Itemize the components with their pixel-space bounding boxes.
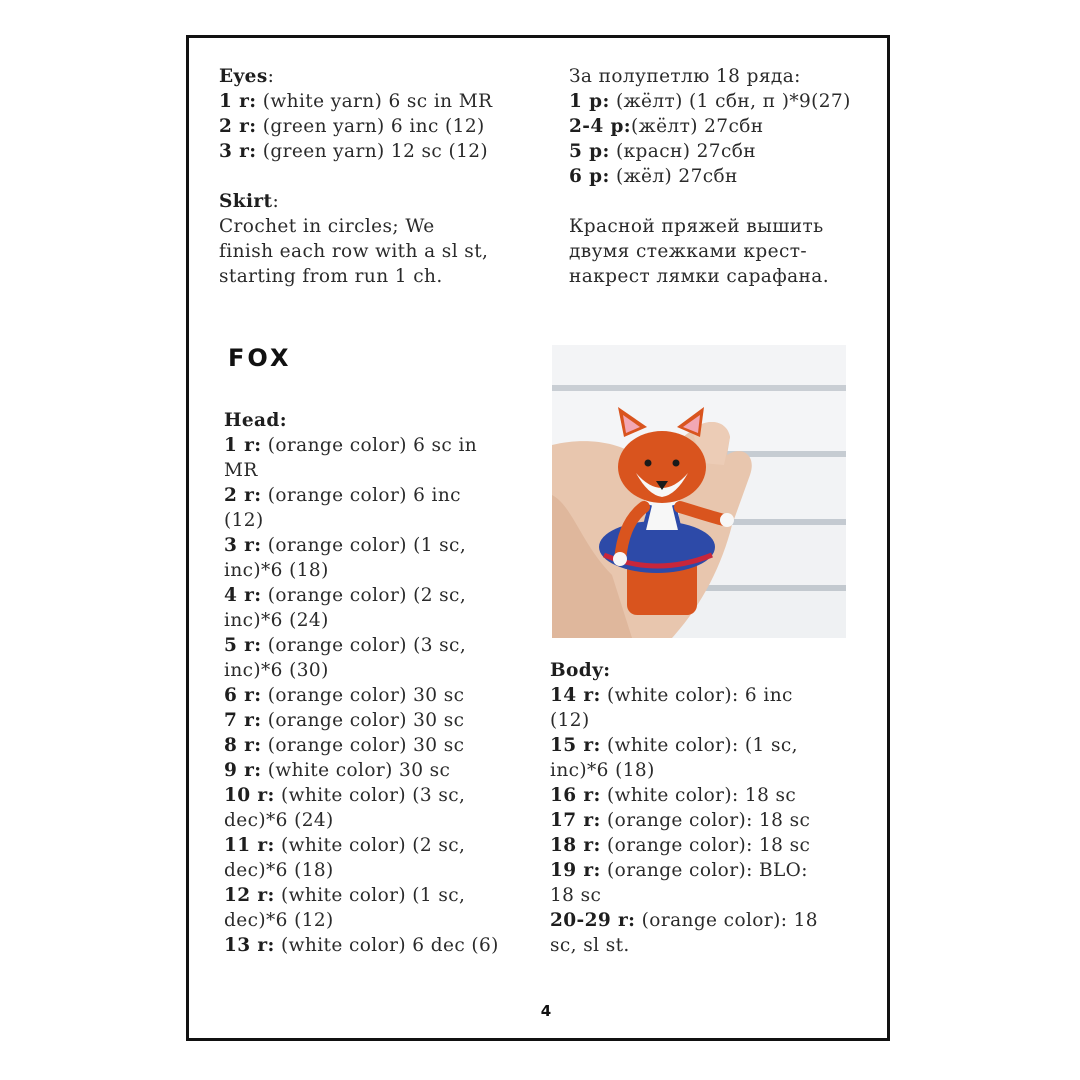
head-row: 10 r: (white color) (3 sc, xyxy=(224,785,466,806)
head-row-cont: (12) xyxy=(224,510,264,531)
body-row-cont: (12) xyxy=(550,710,590,731)
russian-row: 1 р: (жёлт) (1 сбн, п )*9(27) xyxy=(569,91,851,112)
body-row: 19 r: (orange color): BLO: xyxy=(550,860,808,881)
fox-body-section xyxy=(550,658,818,958)
russian-note xyxy=(569,214,829,289)
eyes-row: 1 r: (white yarn) 6 sc in MR xyxy=(219,91,493,112)
russian-row: 5 р: (красн) 27сбн xyxy=(569,141,756,162)
skirt-text-line: starting from run 1 ch. xyxy=(219,266,443,287)
head-row: 4 r: (orange color) (2 sc, xyxy=(224,585,467,606)
head-row-cont: inc)*6 (24) xyxy=(224,610,329,631)
head-row-cont: dec)*6 (24) xyxy=(224,810,334,831)
russian-note-line: Красной пряжей вышить xyxy=(569,216,824,237)
russian-intro: За полупетлю 18 ряда: xyxy=(569,66,801,87)
head-row-cont: dec)*6 (12) xyxy=(224,910,334,931)
head-row-cont: inc)*6 (30) xyxy=(224,660,329,681)
eyes-section: Eyes: 1 r: (white yarn) 6 sc in MR 2 r: (green yarn) 6 inc (12) 3 r: (green yarn) 12 sc (12) xyxy=(219,66,493,162)
head-row: 6 r: (orange color) 30 sc xyxy=(224,685,465,706)
skirt-heading: Skirt xyxy=(219,191,273,212)
body-row: 18 r: (orange color): 18 sc xyxy=(550,835,811,856)
body-row: 14 r: (white color): 6 inc xyxy=(550,685,793,706)
body-row-cont: sc, sl st. xyxy=(550,935,630,956)
eyes-row: 2 r: (green yarn) 6 inc (12) xyxy=(219,116,485,137)
head-row-cont: MR xyxy=(224,460,258,481)
head-row: 5 r: (orange color) (3 sc, xyxy=(224,635,467,656)
head-heading: Head: xyxy=(224,410,288,431)
eyes-heading: Eyes xyxy=(219,66,268,87)
head-row: 8 r: (orange color) 30 sc xyxy=(224,735,465,756)
russian-rows-section xyxy=(569,64,851,189)
head-row: 13 r: (white color) 6 dec (6) xyxy=(224,935,499,956)
head-row: 9 r: (white color) 30 sc xyxy=(224,760,451,781)
head-row: 12 r: (white color) (1 sc, xyxy=(224,885,466,906)
head-row-cont: inc)*6 (18) xyxy=(224,560,329,581)
body-row-cont: inc)*6 (18) xyxy=(550,760,655,781)
skirt-text-line: Crochet in circles; We xyxy=(219,216,435,237)
head-row-cont: dec)*6 (18) xyxy=(224,860,334,881)
head-row: 1 r: (orange color) 6 sc in xyxy=(224,435,478,456)
body-row: 20-29 r: (orange color): 18 xyxy=(550,910,818,931)
head-row: 2 r: (orange color) 6 inc xyxy=(224,485,461,506)
body-row: 16 r: (white color): 18 sc xyxy=(550,785,797,806)
page-number: 4 xyxy=(540,1002,552,1020)
russian-row: 6 р: (жёл) 27сбн xyxy=(569,166,738,187)
fox-toy-photo xyxy=(552,345,846,638)
head-row: 11 r: (white color) (2 sc, xyxy=(224,835,466,856)
russian-row: 2-4 р:(жёлт) 27сбн xyxy=(569,116,764,137)
body-heading: Body: xyxy=(550,660,611,681)
body-row-cont: 18 sc xyxy=(550,885,602,906)
russian-note-line: накрест лямки сарафана. xyxy=(569,266,829,287)
eyes-row: 3 r: (green yarn) 12 sc (12) xyxy=(219,141,489,162)
fox-head-section xyxy=(224,408,499,958)
body-row: 15 r: (white color): (1 sc, xyxy=(550,735,798,756)
head-row: 3 r: (orange color) (1 sc, xyxy=(224,535,467,556)
section-title-fox: FOX xyxy=(228,344,292,372)
skirt-section: Skirt: Crochet in circles; We finish each row with a sl st, starting from run 1 ch. xyxy=(219,191,489,287)
head-row: 7 r: (orange color) 30 sc xyxy=(224,710,465,731)
russian-note-line: двумя стежками крест- xyxy=(569,241,807,262)
skirt-text-line: finish each row with a sl st, xyxy=(219,241,489,262)
body-row: 17 r: (orange color): 18 sc xyxy=(550,810,811,831)
